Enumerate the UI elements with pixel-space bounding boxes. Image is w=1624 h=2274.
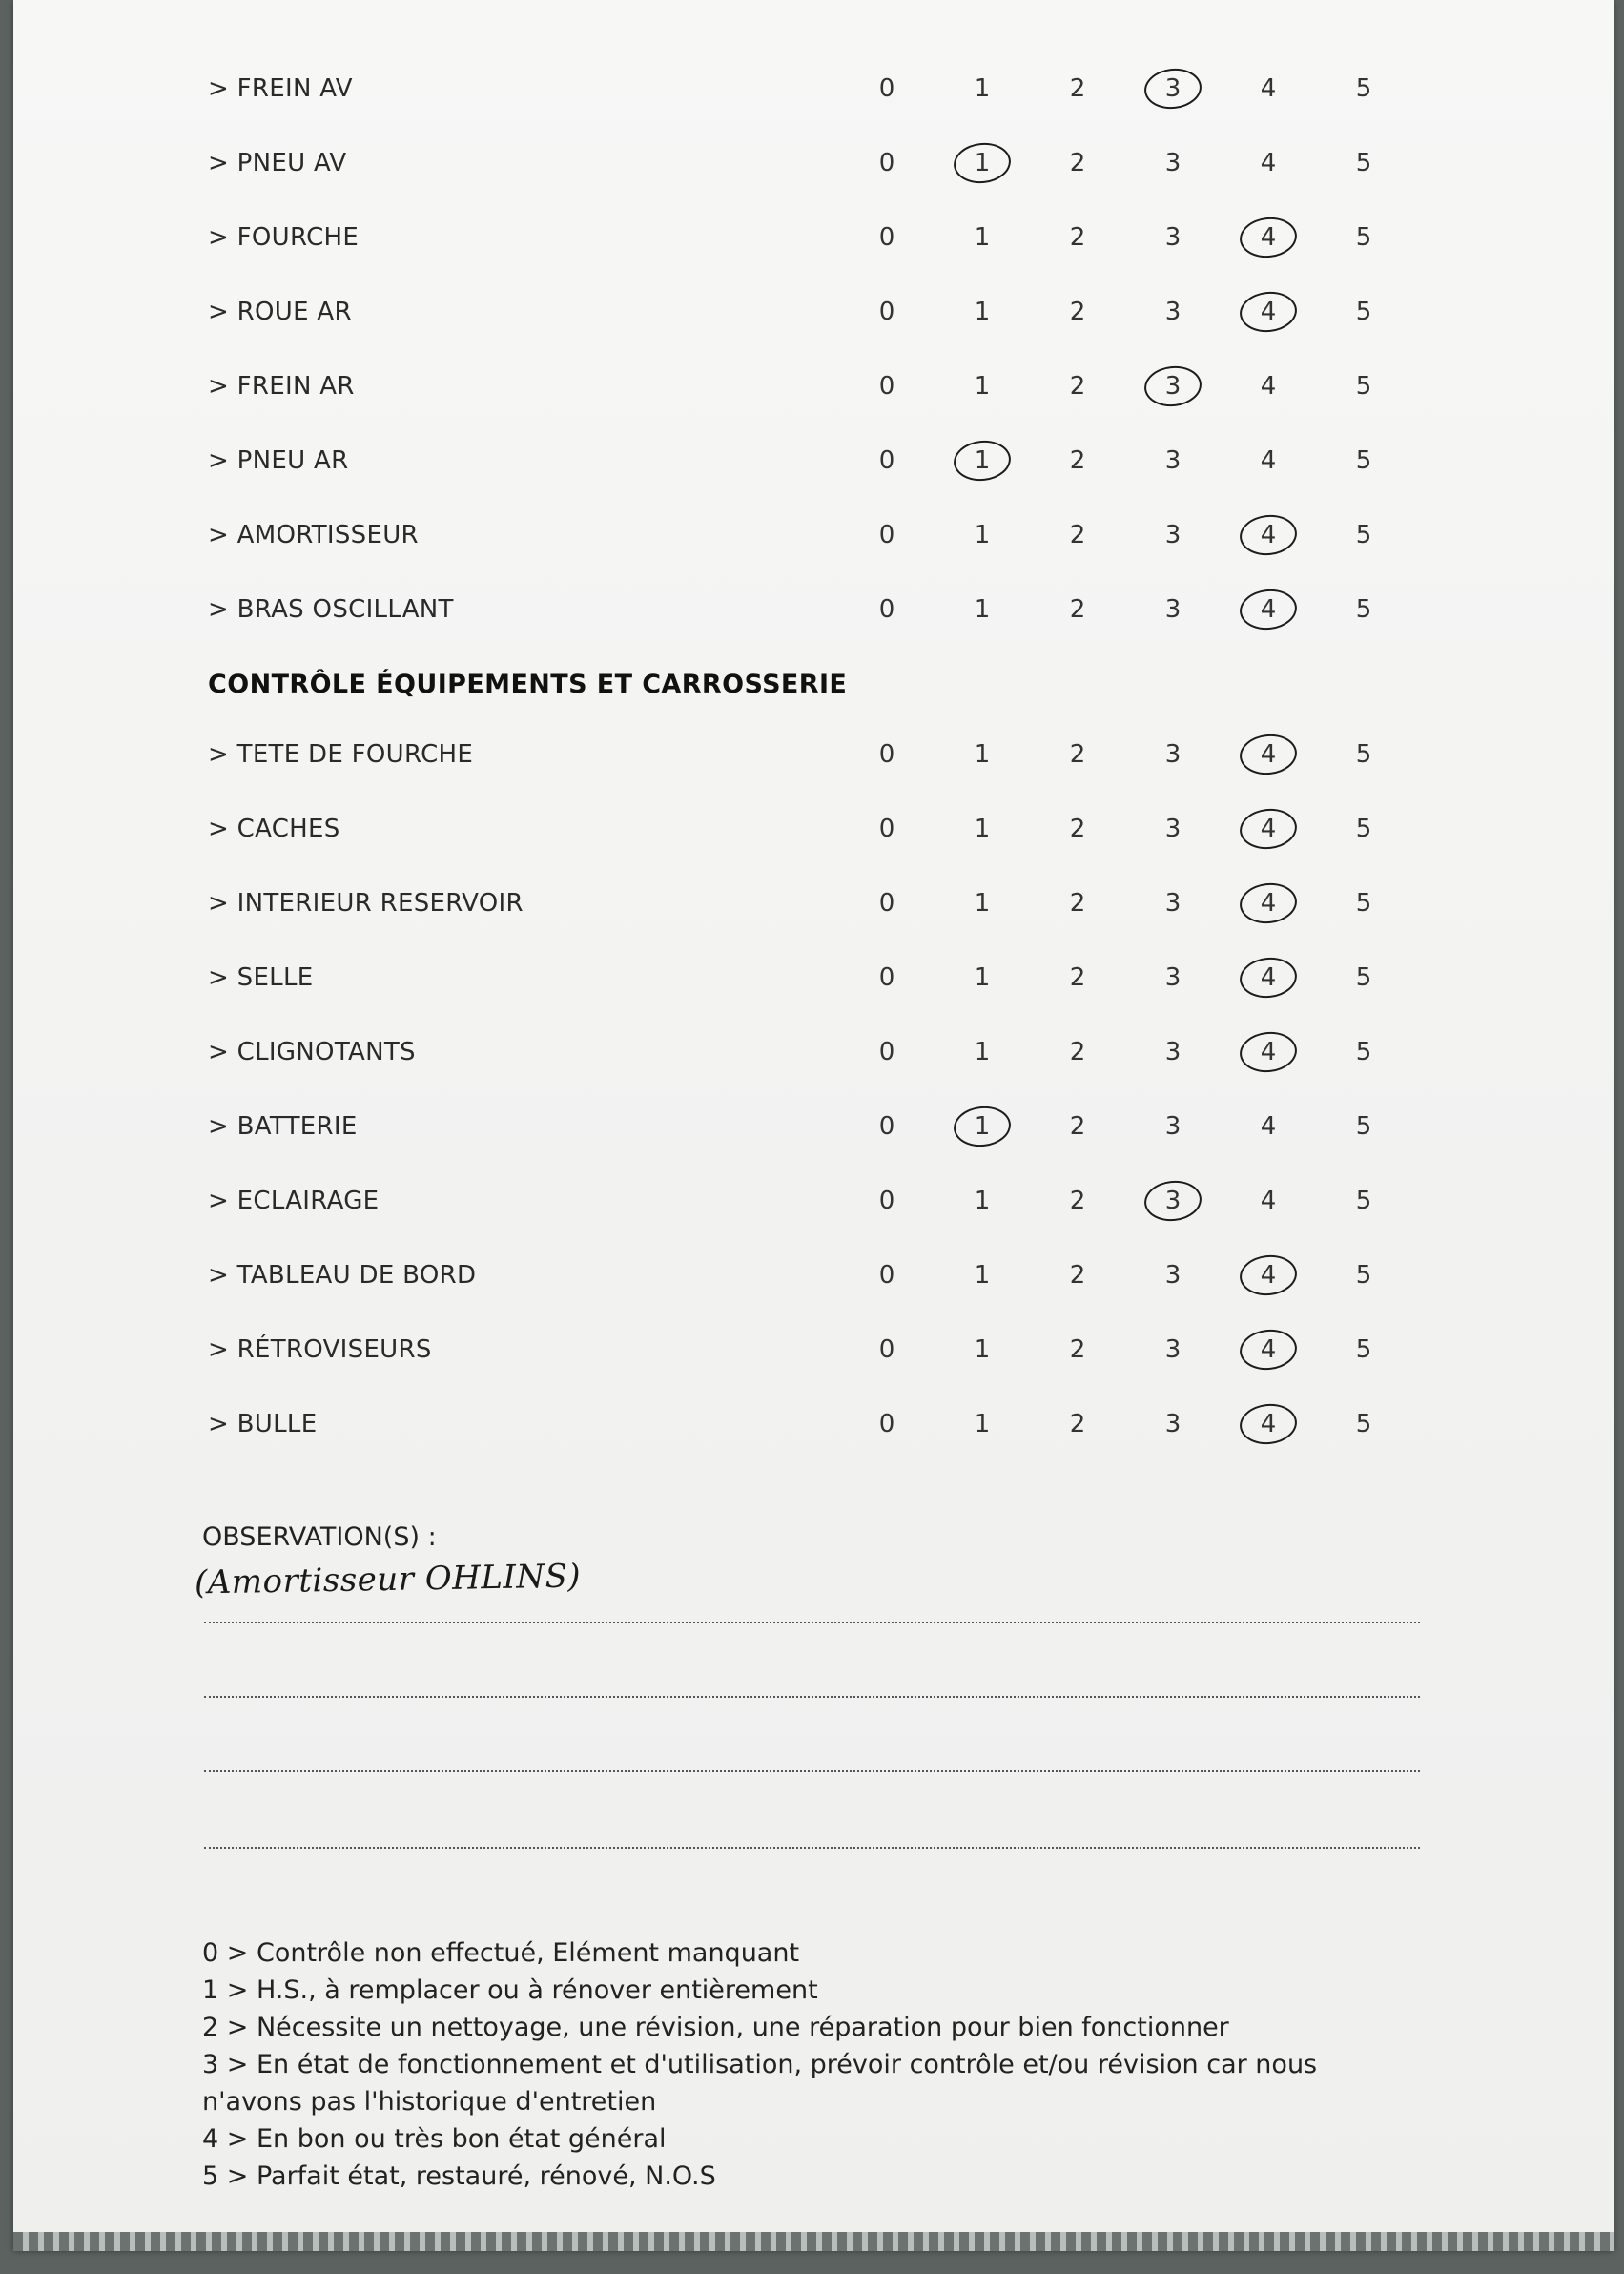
checklist-row	[13, 1110, 1614, 1148]
inspection-sheet	[13, 0, 1614, 2251]
score-option[interactable]: 5	[1355, 1410, 1372, 1438]
observations-title: OBSERVATION(S) :	[202, 1522, 437, 1552]
score-option[interactable]: 0	[878, 372, 895, 401]
score-option[interactable]: 0	[878, 1038, 895, 1066]
checklist-row	[13, 519, 1614, 557]
score-option[interactable]: 2	[1069, 963, 1086, 992]
score-option[interactable]: 0	[878, 1335, 895, 1364]
score-option[interactable]: 2	[1069, 1112, 1086, 1141]
legend-line: 0 > Contrôle non effectué, Elément manquant	[202, 1938, 800, 1968]
score-option[interactable]: 1	[974, 74, 991, 103]
score-option[interactable]: 0	[878, 74, 895, 103]
score-option[interactable]: 4	[1260, 1112, 1277, 1141]
checklist-row	[13, 1259, 1614, 1297]
score-option[interactable]: 2	[1069, 298, 1086, 326]
item-label: > INTERIEUR RESERVOIR	[208, 889, 524, 918]
legend-line: 3 > En état de fonctionnement et d'utilisation, prévoir contrôle et/ou révision car nous	[202, 2050, 1318, 2079]
score-option[interactable]: 4	[1260, 1187, 1277, 1215]
score-option[interactable]: 0	[878, 223, 895, 252]
score-option[interactable]: 1	[974, 1410, 991, 1438]
score-option[interactable]: 5	[1355, 298, 1372, 326]
selected-score[interactable]: 4	[1249, 298, 1287, 326]
score-option[interactable]: 2	[1069, 815, 1086, 843]
score-option[interactable]: 3	[1164, 815, 1182, 843]
item-label: > ECLAIRAGE	[208, 1187, 380, 1215]
perforated-edge	[13, 2232, 1614, 2251]
score-option[interactable]: 2	[1069, 149, 1086, 177]
score-option[interactable]: 5	[1355, 1261, 1372, 1290]
score-option[interactable]: 3	[1164, 1410, 1182, 1438]
item-label: > TABLEAU DE BORD	[208, 1261, 477, 1290]
score-option[interactable]: 5	[1355, 521, 1372, 549]
score-option[interactable]: 2	[1069, 1187, 1086, 1215]
item-label: > FREIN AV	[208, 74, 353, 103]
checklist-row	[13, 1333, 1614, 1372]
item-label: > SELLE	[208, 963, 314, 992]
checklist-row	[13, 370, 1614, 408]
score-option[interactable]: 0	[878, 963, 895, 992]
score-option[interactable]: 2	[1069, 74, 1086, 103]
score-option[interactable]: 1	[974, 1038, 991, 1066]
checklist-row	[13, 887, 1614, 925]
legend-line: 4 > En bon ou très bon état général	[202, 2124, 667, 2154]
score-option[interactable]: 3	[1164, 446, 1182, 475]
score-option[interactable]: 3	[1164, 1038, 1182, 1066]
checklist-row	[13, 296, 1614, 334]
score-option[interactable]: 0	[878, 149, 895, 177]
score-option[interactable]: 1	[974, 740, 991, 769]
score-option[interactable]: 1	[974, 1187, 991, 1215]
checklist-row	[13, 813, 1614, 851]
score-option[interactable]: 1	[974, 298, 991, 326]
score-option[interactable]: 3	[1164, 521, 1182, 549]
selected-score[interactable]: 3	[1154, 372, 1192, 401]
score-option[interactable]: 2	[1069, 1335, 1086, 1364]
checklist-row	[13, 1408, 1614, 1446]
score-option[interactable]: 3	[1164, 298, 1182, 326]
selected-score[interactable]: 3	[1154, 74, 1192, 103]
item-label: > BRAS OSCILLANT	[208, 595, 454, 624]
score-option[interactable]: 1	[974, 521, 991, 549]
score-option[interactable]: 0	[878, 595, 895, 624]
section-title: CONTRÔLE ÉQUIPEMENTS ET CARROSSERIE	[208, 670, 848, 699]
legend-line: 5 > Parfait état, restauré, rénové, N.O.S	[202, 2161, 716, 2191]
rating-legend	[202, 1934, 1442, 2195]
legend-line: 1 > H.S., à remplacer ou à rénover entièrement	[202, 1975, 818, 2005]
selected-score[interactable]: 4	[1249, 223, 1287, 252]
score-option[interactable]: 2	[1069, 889, 1086, 918]
score-option[interactable]: 0	[878, 1410, 895, 1438]
score-option[interactable]: 2	[1069, 521, 1086, 549]
score-option[interactable]: 3	[1164, 963, 1182, 992]
score-option[interactable]: 3	[1164, 1261, 1182, 1290]
score-option[interactable]: 3	[1164, 1112, 1182, 1141]
score-option[interactable]: 1	[974, 1335, 991, 1364]
legend-line: n'avons pas l'historique d'entretien	[202, 2087, 657, 2117]
score-option[interactable]: 0	[878, 815, 895, 843]
selected-score[interactable]: 1	[963, 446, 1001, 475]
selected-score[interactable]: 4	[1249, 1335, 1287, 1364]
score-option[interactable]: 5	[1355, 1112, 1372, 1141]
checklist-row	[13, 961, 1614, 1000]
selected-score[interactable]: 1	[963, 1112, 1001, 1141]
item-label: > BATTERIE	[208, 1112, 358, 1141]
selected-score[interactable]: 3	[1154, 1187, 1192, 1215]
score-option[interactable]: 4	[1260, 446, 1277, 475]
selected-score[interactable]: 4	[1249, 521, 1287, 549]
item-label: > RÉTROVISEURS	[208, 1335, 432, 1364]
selected-score[interactable]: 4	[1249, 1410, 1287, 1438]
score-option[interactable]: 1	[974, 963, 991, 992]
score-option[interactable]: 3	[1164, 1335, 1182, 1364]
score-option[interactable]: 5	[1355, 372, 1372, 401]
score-option[interactable]: 5	[1355, 149, 1372, 177]
score-option[interactable]: 5	[1355, 223, 1372, 252]
checklist-row	[13, 147, 1614, 185]
score-option[interactable]: 3	[1164, 595, 1182, 624]
score-option[interactable]: 5	[1355, 815, 1372, 843]
score-option[interactable]: 4	[1260, 74, 1277, 103]
score-option[interactable]: 2	[1069, 595, 1086, 624]
handwritten-observation: (Amortisseur OHLINS)	[194, 1557, 582, 1602]
score-option[interactable]: 2	[1069, 1410, 1086, 1438]
selected-score[interactable]: 4	[1249, 963, 1287, 992]
item-label: > PNEU AR	[208, 446, 349, 475]
observation-line	[204, 1770, 1420, 1772]
score-option[interactable]: 5	[1355, 740, 1372, 769]
observation-line	[204, 1622, 1420, 1623]
item-label: > CLIGNOTANTS	[208, 1038, 416, 1066]
score-option[interactable]: 2	[1069, 446, 1086, 475]
item-label: > AMORTISSEUR	[208, 521, 419, 549]
score-option[interactable]: 1	[974, 223, 991, 252]
item-label: > ROUE AR	[208, 298, 352, 326]
score-option[interactable]: 5	[1355, 963, 1372, 992]
score-option[interactable]: 0	[878, 298, 895, 326]
item-label: > BULLE	[208, 1410, 318, 1438]
checklist-row	[13, 221, 1614, 259]
score-option[interactable]: 2	[1069, 1261, 1086, 1290]
selected-score[interactable]: 4	[1249, 889, 1287, 918]
score-option[interactable]: 3	[1164, 223, 1182, 252]
score-option[interactable]: 1	[974, 372, 991, 401]
observation-line	[204, 1847, 1420, 1849]
score-option[interactable]: 2	[1069, 1038, 1086, 1066]
score-option[interactable]: 3	[1164, 740, 1182, 769]
item-label: > CACHES	[208, 815, 340, 843]
score-option[interactable]: 5	[1355, 74, 1372, 103]
checklist-row	[13, 1185, 1614, 1223]
score-option[interactable]: 1	[974, 1261, 991, 1290]
selected-score[interactable]: 4	[1249, 595, 1287, 624]
item-label: > PNEU AV	[208, 149, 347, 177]
score-option[interactable]: 5	[1355, 1038, 1372, 1066]
score-option[interactable]: 2	[1069, 372, 1086, 401]
score-option[interactable]: 0	[878, 740, 895, 769]
score-option[interactable]: 2	[1069, 740, 1086, 769]
score-option[interactable]: 0	[878, 1187, 895, 1215]
score-option[interactable]: 1	[974, 889, 991, 918]
score-option[interactable]: 1	[974, 815, 991, 843]
checklist-row	[13, 738, 1614, 776]
selected-score[interactable]: 4	[1249, 740, 1287, 769]
score-option[interactable]: 2	[1069, 223, 1086, 252]
selected-score[interactable]: 1	[963, 149, 1001, 177]
selected-score[interactable]: 4	[1249, 815, 1287, 843]
item-label: > FOURCHE	[208, 223, 360, 252]
checklist-row	[13, 444, 1614, 483]
item-label: > FREIN AR	[208, 372, 355, 401]
score-option[interactable]: 1	[974, 595, 991, 624]
score-option[interactable]: 0	[878, 889, 895, 918]
score-option[interactable]: 3	[1164, 889, 1182, 918]
selected-score[interactable]: 4	[1249, 1261, 1287, 1290]
score-option[interactable]: 0	[878, 1261, 895, 1290]
score-option[interactable]: 0	[878, 446, 895, 475]
score-option[interactable]: 0	[878, 521, 895, 549]
checklist-row	[13, 72, 1614, 111]
score-option[interactable]: 0	[878, 1112, 895, 1141]
item-label: > TETE DE FOURCHE	[208, 740, 474, 769]
checklist-row	[13, 1036, 1614, 1074]
observation-line	[204, 1696, 1420, 1698]
score-option[interactable]: 5	[1355, 1187, 1372, 1215]
score-option[interactable]: 5	[1355, 889, 1372, 918]
score-option[interactable]: 3	[1164, 149, 1182, 177]
score-option[interactable]: 5	[1355, 1335, 1372, 1364]
score-option[interactable]: 5	[1355, 595, 1372, 624]
score-option[interactable]: 4	[1260, 372, 1277, 401]
legend-line: 2 > Nécessite un nettoyage, une révision, une réparation pour bien fonctionner	[202, 2013, 1229, 2042]
selected-score[interactable]: 4	[1249, 1038, 1287, 1066]
score-option[interactable]: 4	[1260, 149, 1277, 177]
checklist-row	[13, 593, 1614, 631]
score-option[interactable]: 5	[1355, 446, 1372, 475]
